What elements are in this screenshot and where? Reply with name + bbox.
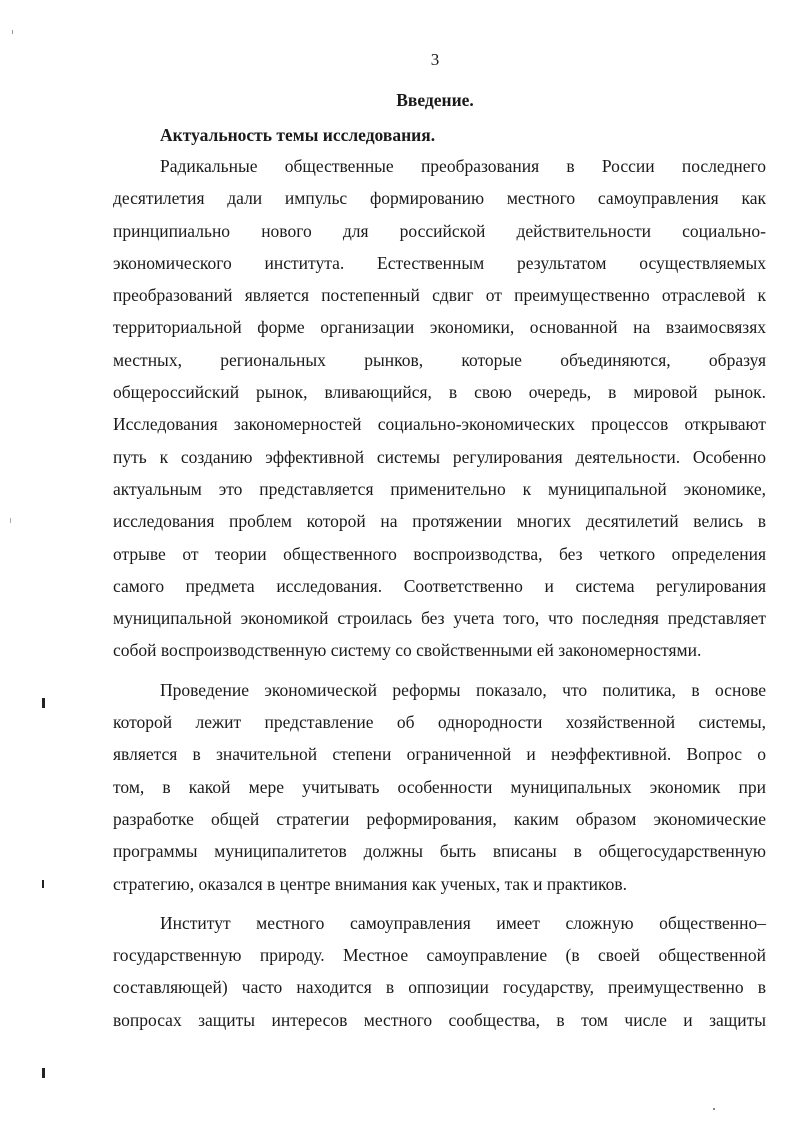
text-line: разработке общей стратегии реформирования, каким образом экономические: [113, 808, 766, 829]
scan-mark: [713, 1108, 715, 1110]
text-line: самого предмета исследования. Соответственно и система регулирования: [113, 575, 766, 596]
text-line: местных, региональных рынков, которые объединяются, образуя: [113, 349, 766, 370]
scan-mark: [10, 518, 11, 523]
text-line: территориальной форме организации экономики, основанной на взаимосвязях: [113, 317, 766, 338]
text-line: Институт местного самоуправления имеет сложную общественно–: [160, 912, 766, 933]
section-subheading: Актуальность темы исследования.: [160, 125, 436, 145]
text-line: которой лежит представление об однородности хозяйственной системы,: [113, 712, 766, 733]
text-line: том, в какой мере учитывать особенности муниципальных экономик при: [113, 776, 766, 797]
text-line: исследования проблем которой на протяжении многих десятилетий велись в: [113, 511, 766, 532]
text-line: Исследования закономерностей социально-экономических процессов открывают: [113, 414, 766, 435]
text-line: вопросах защиты интересов местного сообщества, в том числе и защиты: [113, 1009, 766, 1030]
scan-mark: [42, 698, 45, 708]
text-line: десятилетия дали импульс формированию местного самоуправления как: [113, 188, 766, 209]
text-line: Проведение экономической реформы показало, что политика, в основе: [160, 679, 766, 700]
text-line: составляющей) часто находится в оппозиции государству, преимущественно в: [113, 977, 766, 998]
body-text: [113, 150, 766, 1036]
text-line: отрыве от теории общественного воспроизводства, без четкого определения: [113, 543, 766, 564]
page-number: 3: [430, 50, 440, 69]
text-line: является в значительной степени ограниченной и неэффективной. Вопрос о: [113, 744, 766, 765]
text-line: собой воспроизводственную систему со свойственными ей закономерностями.: [113, 640, 702, 661]
text-line: общероссийский рынок, вливающийся, в свою очередь, в мировой рынок.: [113, 382, 766, 403]
scan-mark: [42, 880, 44, 888]
text-line: принципиально нового для российской действительности социально-: [113, 220, 766, 241]
paragraph-gap: [113, 900, 766, 907]
text-line: экономического института. Естественным результатом осуществляемых: [113, 252, 766, 273]
text-line: актуальным это представляется применительно к муниципальной экономике,: [113, 478, 766, 499]
text-line: путь к созданию эффективной системы регулирования деятельности. Особенно: [113, 446, 766, 467]
text-line: программы муниципалитетов должны быть вписаны в общегосударственную: [113, 841, 766, 862]
text-line: стратегию, оказался в центре внимания как ученых, так и практиков.: [113, 873, 627, 894]
text-line: преобразований является постепенный сдвиг от преимущественно отраслевой к: [113, 285, 766, 306]
text-line: государственную природу. Местное самоуправление (в своей общественной: [113, 945, 766, 966]
text-line: Радикальные общественные преобразования в России последнего: [160, 156, 766, 176]
text-line: муниципальной экономикой строилась без учета того, что последняя представляет: [113, 608, 766, 629]
section-heading: Введение.: [396, 90, 474, 110]
scan-mark: [42, 1068, 45, 1078]
paragraph-gap: [113, 667, 766, 674]
scan-mark: [12, 30, 13, 34]
